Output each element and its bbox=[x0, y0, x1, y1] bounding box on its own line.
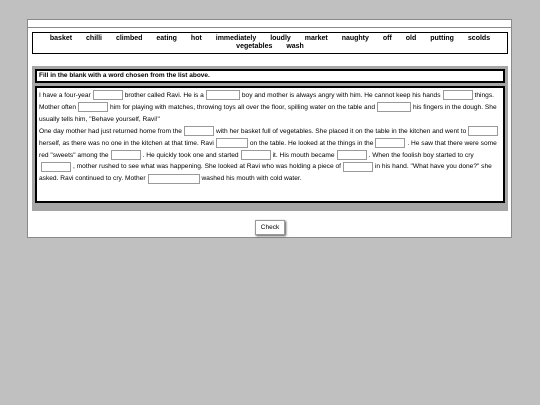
word-item: immediately bbox=[215, 35, 257, 42]
word-item: putting bbox=[430, 35, 454, 42]
blank-input-14[interactable] bbox=[343, 162, 373, 172]
story-segment: washed his mouth with cold water. bbox=[201, 175, 302, 183]
word-item: vegetables bbox=[236, 43, 273, 50]
word-list bbox=[32, 32, 508, 54]
blank-input-9[interactable] bbox=[375, 138, 405, 148]
story-segment: . He quickly took one and started bbox=[142, 151, 239, 159]
blank-input-2[interactable] bbox=[206, 90, 240, 100]
story-segment: brother called Ravi. He is a bbox=[124, 92, 204, 99]
story-segment: his fingers in the dough. She usually tells him, "Behave yourself, Ravi!" bbox=[39, 103, 497, 123]
story-segment: him for playing with matches, throwing toys all over the floor, spilling water on the table and bbox=[110, 103, 376, 111]
task-box bbox=[32, 66, 508, 211]
word-item: wash bbox=[286, 43, 304, 50]
word-item: chilli bbox=[86, 35, 102, 42]
blank-input-10[interactable] bbox=[111, 150, 141, 160]
word-item: eating bbox=[156, 35, 177, 42]
story-segment: it. His mouth became bbox=[272, 151, 335, 159]
blank-input-3[interactable] bbox=[443, 90, 473, 100]
story-segment: boy and mother is always angry with him. He cannot keep his hands bbox=[241, 92, 441, 99]
story-segment: things. Mother often bbox=[39, 92, 494, 111]
story-segment: herself, as there was no one in the kitchen at that time. Ravi bbox=[39, 139, 214, 147]
blank-input-8[interactable] bbox=[216, 138, 248, 148]
blank-input-13[interactable] bbox=[41, 162, 71, 172]
top-divider bbox=[28, 27, 511, 28]
word-item: off bbox=[382, 35, 392, 42]
story-segment: in his hand. "What have you done?" she asked. Ravi continued to cry. Mother bbox=[39, 163, 492, 183]
story-segment: on the table. He looked at the things in the bbox=[249, 139, 374, 147]
story-segment: with her basket full of vegetables. She placed it on the table in the kitchen and went to bbox=[215, 127, 467, 135]
exercise-panel bbox=[27, 19, 512, 238]
instruction-text: Fill in the blank with a word chosen from the list above. bbox=[35, 69, 505, 83]
story-segment: I have a four-year bbox=[39, 92, 91, 99]
word-item: climbed bbox=[115, 35, 143, 42]
blank-input-6[interactable] bbox=[184, 126, 214, 136]
blank-input-1[interactable] bbox=[93, 90, 123, 100]
blank-input-15[interactable] bbox=[148, 174, 200, 184]
blank-input-11[interactable] bbox=[241, 150, 271, 160]
word-item: loudly bbox=[270, 35, 291, 42]
blank-input-4[interactable] bbox=[78, 102, 108, 112]
word-item: hot bbox=[190, 35, 202, 42]
story-segment: . When the foolish boy started to cry bbox=[368, 151, 474, 159]
story-segment: . He saw that there were some red "sweets" among the bbox=[39, 139, 497, 159]
word-item: scolds bbox=[467, 35, 491, 42]
story-segment: , mother rushed to see what was happening. She looked at Ravi who was holding a piece of bbox=[73, 163, 341, 171]
blank-input-5[interactable] bbox=[377, 102, 411, 112]
word-item: naughty bbox=[341, 35, 369, 42]
blank-input-12[interactable] bbox=[337, 150, 367, 160]
blank-input-7[interactable] bbox=[468, 126, 498, 136]
word-item: basket bbox=[49, 35, 73, 42]
word-item: market bbox=[304, 35, 328, 42]
check-button[interactable]: Check bbox=[255, 220, 285, 235]
story-text bbox=[35, 86, 505, 203]
word-item: old bbox=[405, 35, 417, 42]
story-segment: One day mother had just returned home from the bbox=[39, 127, 182, 135]
